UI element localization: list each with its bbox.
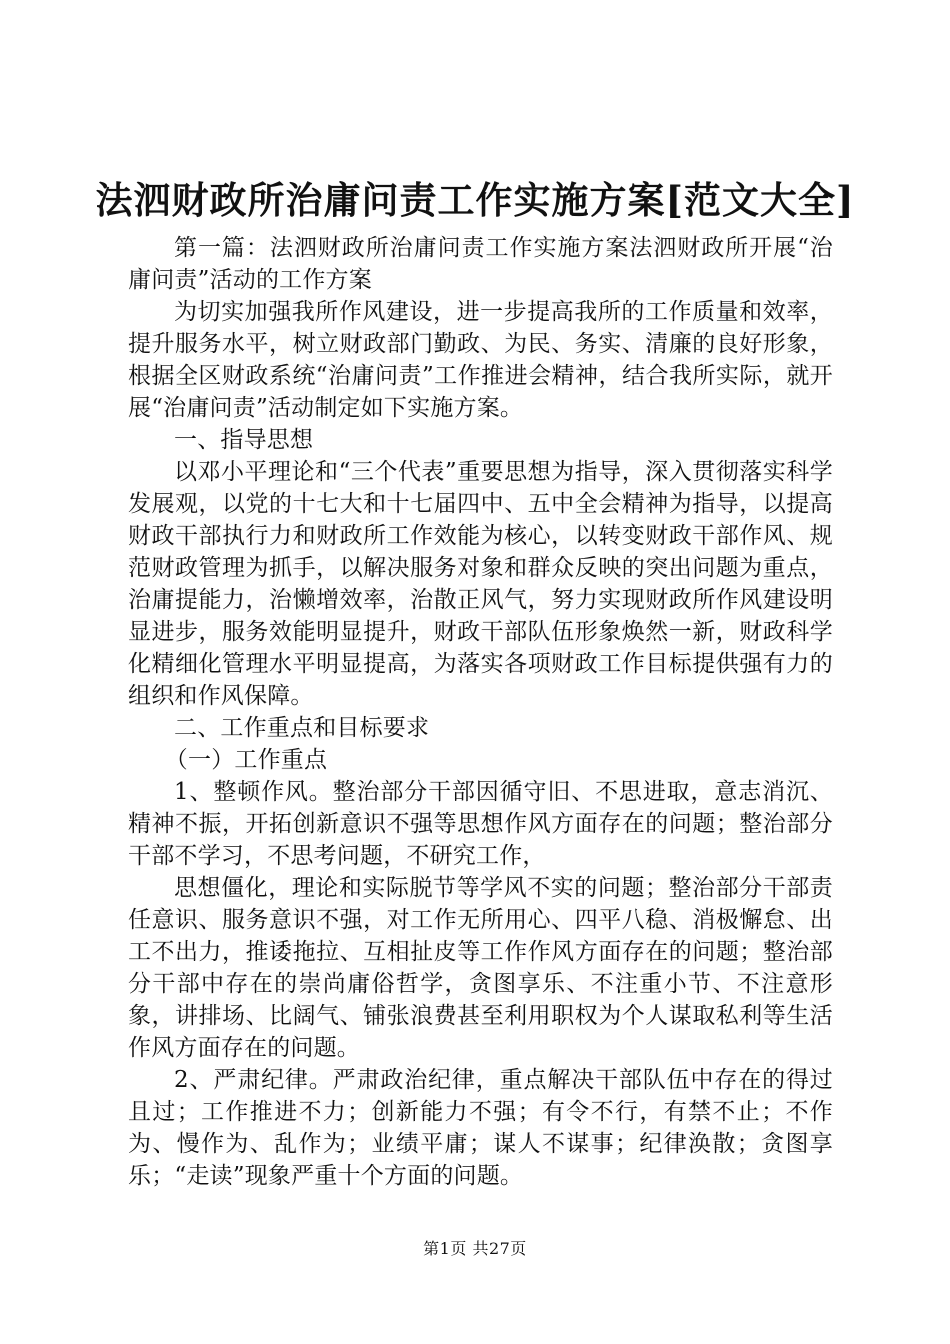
paragraph-guiding-thought: 以邓小平理论和“三个代表”重要思想为指导，深入贯彻落实科学发展观，以党的十七大和十七届四中、五中全会精神为指导，以提高财政干部执行力和财政所工作效能为核心，以转变财政干部作风、规范财政管理为抓手，以解决服务对象和群众反映的突出问题为重点，治庸提能力，治懒增效率，治散正风气，努力实现财政所作风建设明显进步，服务效能明显提升，财政干部队伍形象焕然一新，财政科学化精细化管理水平明显提高，为落实各项财政工作目标提供强有力的组织和作风保障。 (128, 459, 833, 709)
document-body (128, 232, 833, 1192)
paragraph-intro: 第一篇：法泗财政所治庸问责工作实施方案法泗财政所开展“治庸问责”活动的工作方案 (128, 235, 833, 293)
paragraph-purpose: 为切实加强我所作风建设，进一步提高我所的工作质量和效率，提升服务水平，树立财政部门勤政、为民、务实、清廉的良好形象，根据全区财政系统“治庸问责”工作推进会精神，结合我所实际，就开展“治庸问责”活动制定如下实施方案。 (128, 299, 833, 421)
page-footer: 第1页 共27页 (423, 1239, 527, 1258)
paragraph-rigid-thinking: 思想僵化，理论和实际脱节等学风不实的问题；整治部分干部责任意识、服务意识不强，对工作无所用心、四平八稳、消极懈怠、出工不出力，推诿拖拉、互相扯皮等工作作风方面存在的问题；整治部分干部中存在的崇尚庸俗哲学，贪图享乐、不注重小节、不注意形象，讲排场、比阔气、铺张浪费甚至利用职权为个人谋取私利等生活作风方面存在的问题。 (128, 875, 833, 1061)
section-heading-key-work: 二、工作重点和目标要求 (174, 715, 430, 741)
section-heading-guiding-thought: 一、指导思想 (174, 427, 314, 453)
document-title: 法泗财政所治庸问责工作实施方案[范文大全] (95, 178, 855, 222)
paragraph-strict-discipline: 2、严肃纪律。严肃政治纪律，重点解决干部队伍中存在的得过且过；工作推进不力；创新能力不强；有令不行，有禁不止；不作为、慢作为、乱作为；业绩平庸；谋人不谋事；纪律涣散；贪图享乐；“走读”现象严重十个方面的问题。 (128, 1067, 833, 1189)
paragraph-rectify-style: 1、整顿作风。整治部分干部因循守旧、不思进取，意志消沉、精神不振，开拓创新意识不强等思想作风方面存在的问题；整治部分干部不学习，不思考问题，不研究工作， (128, 779, 833, 869)
subsection-heading-work-focus: （一）工作重点 (164, 747, 328, 773)
